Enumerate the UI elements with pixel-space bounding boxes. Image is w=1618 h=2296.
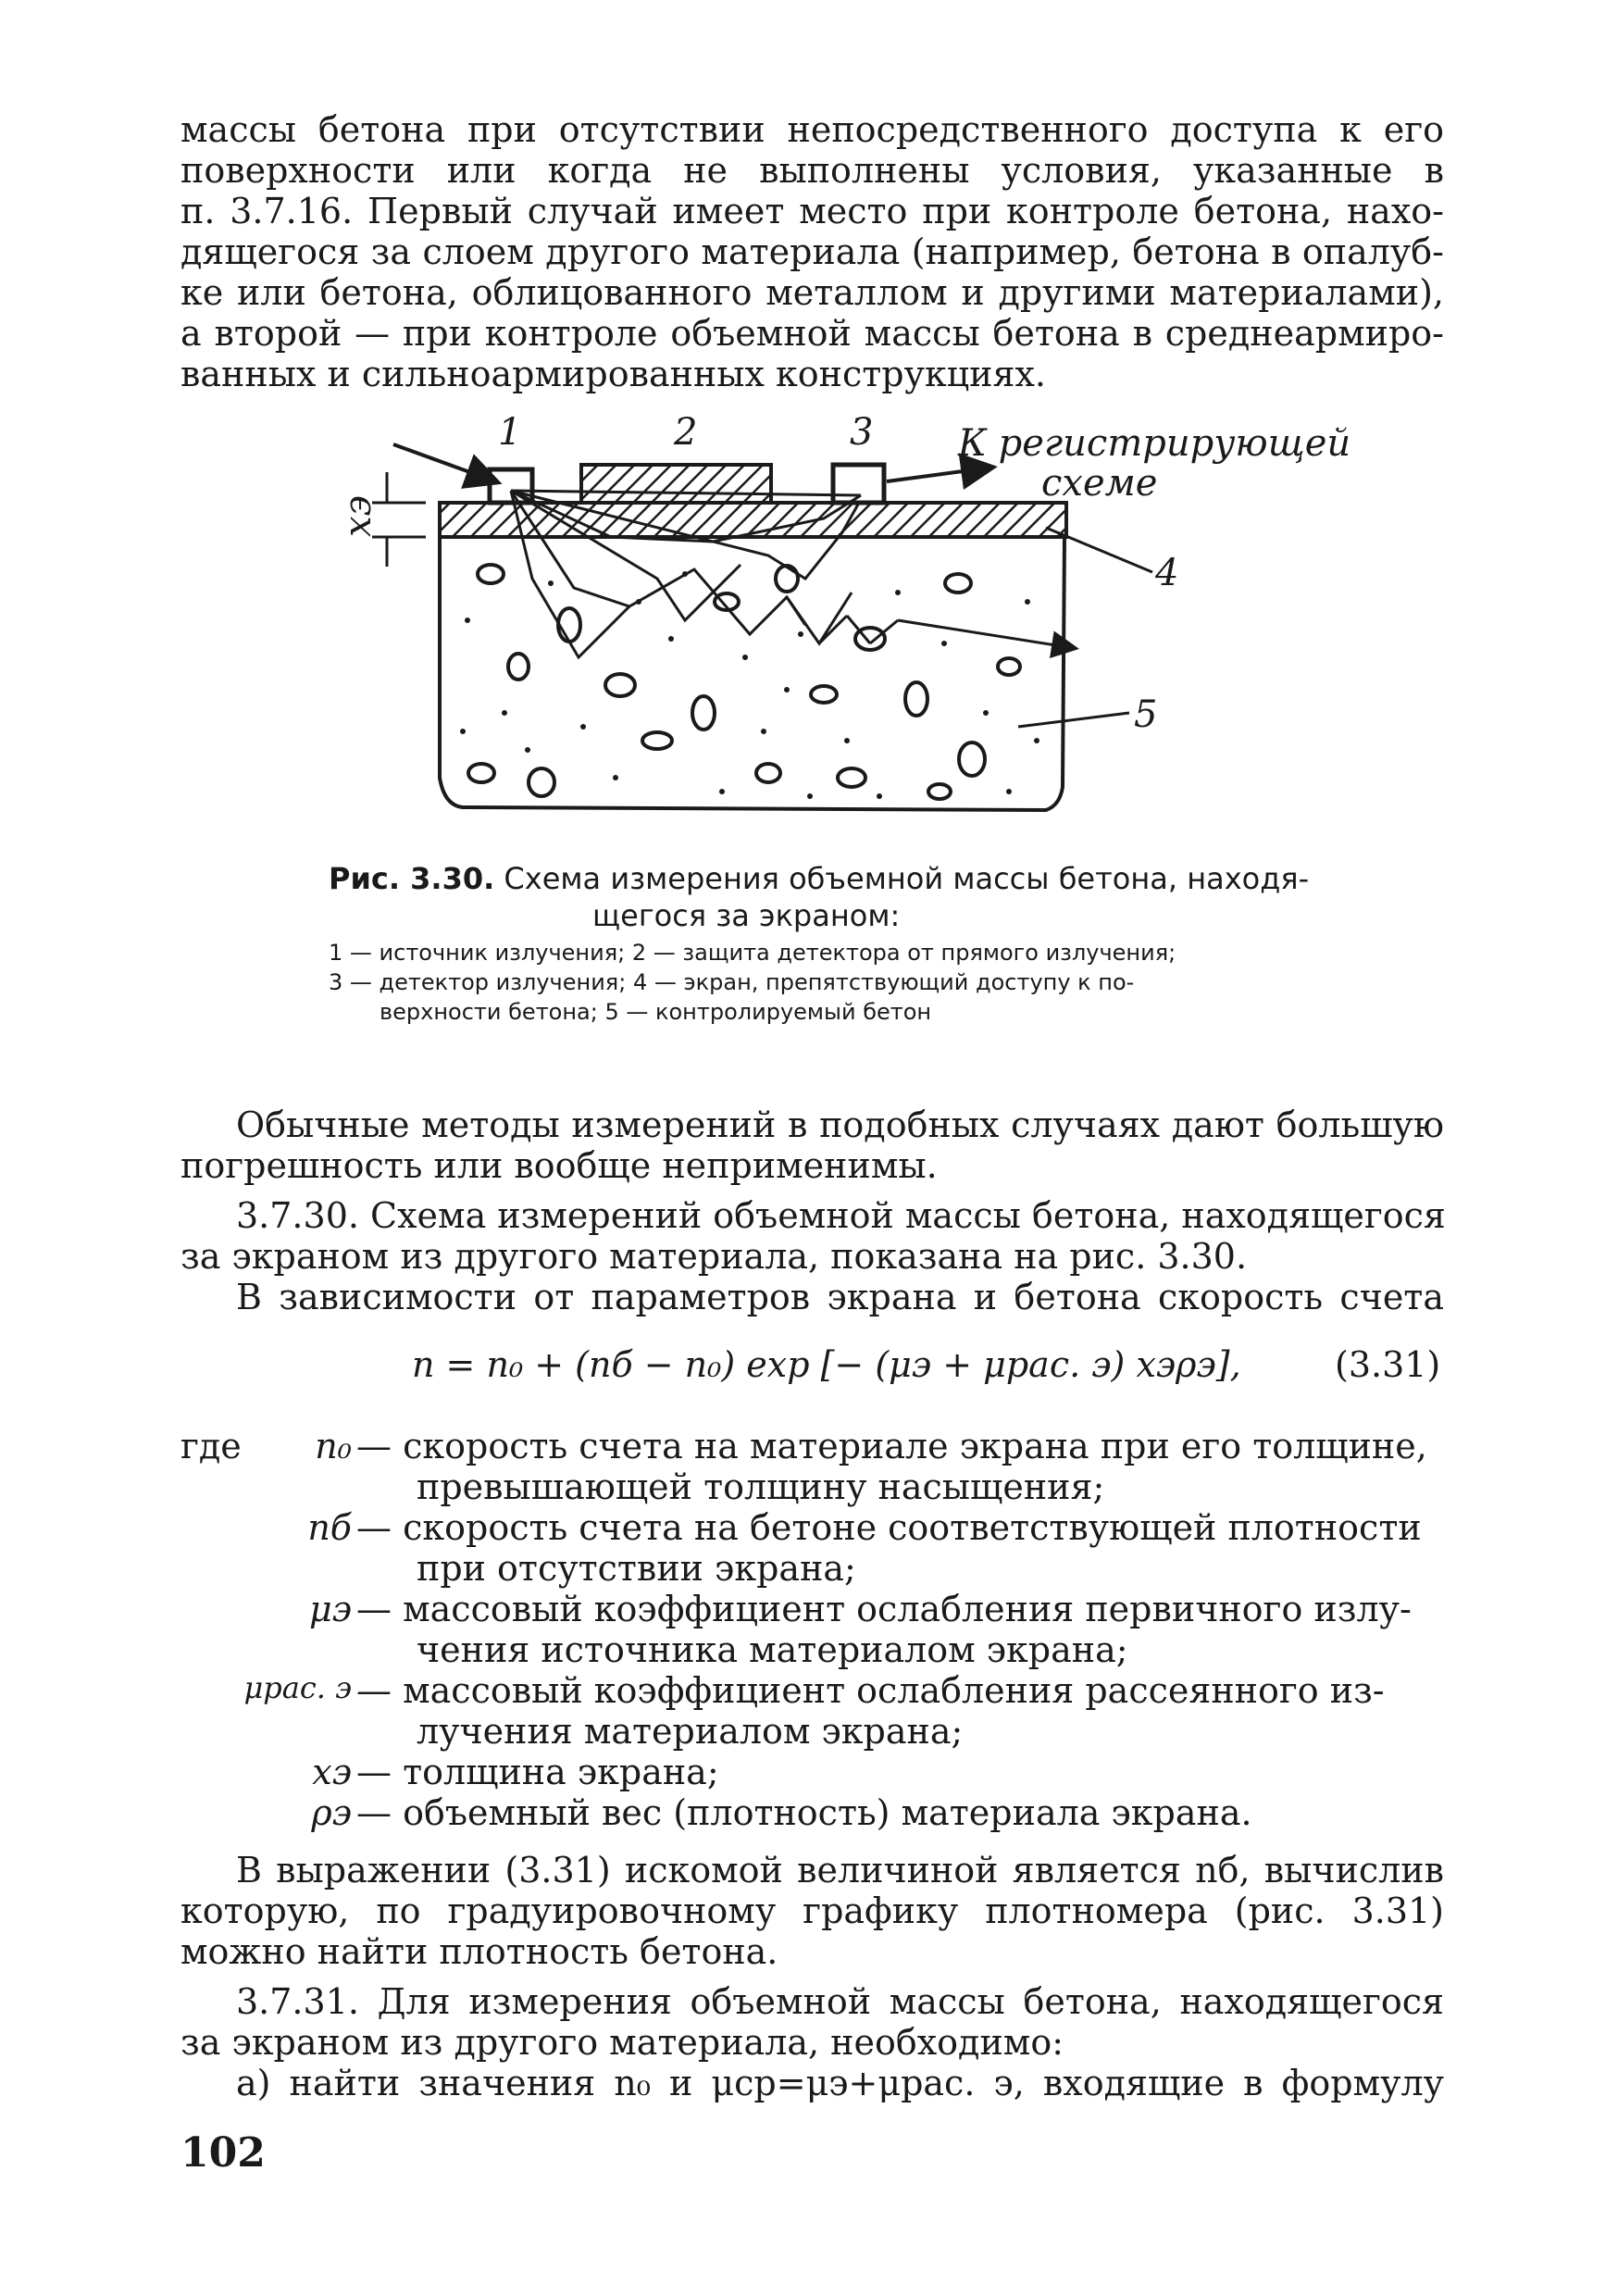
caption-legend-line: 3 — детектор излучения; 4 — экран, препятствующий доступу к по- xyxy=(329,969,1135,995)
definition-line: лучения материалом экрана; xyxy=(417,1711,964,1752)
output-arrow xyxy=(887,468,990,481)
symbol-rho-e: ρэ xyxy=(311,1792,352,1833)
text-line: за экраном из другого материала, необходимо: xyxy=(180,2022,1064,2063)
text-line: за экраном из другого материала, показана на рис. 3.30. xyxy=(180,1236,1248,1277)
formula-number: (3.31) xyxy=(1335,1344,1441,1385)
text-line: Обычные методы измерений в подобных случаях дают большую xyxy=(236,1104,1444,1145)
symbol-mu-e: μэ xyxy=(309,1589,352,1629)
symbol-nb: nб xyxy=(307,1507,352,1548)
figure-label-3: 3 xyxy=(850,411,874,454)
definition-line: — скорость счета на бетоне соответствующей плотности xyxy=(356,1507,1422,1548)
page-number: 102 xyxy=(180,2129,266,2177)
text-line: дящегося за слоем другого материала (например, бетона в опалуб- xyxy=(180,231,1444,272)
definition-line: — массовый коэффициент ослабления рассеянного из- xyxy=(356,1670,1385,1711)
definition-line: превышающей толщину насыщения; xyxy=(417,1466,1105,1507)
text-line: поверхности или когда не выполнены условия, указанные в xyxy=(180,150,1444,191)
caption-title-line: щегося за экраном: xyxy=(592,898,901,933)
symbol-x-e: xэ xyxy=(312,1752,352,1792)
text-line: п. 3.7.16. Первый случай имеет место при контроле бетона, нахо- xyxy=(180,191,1444,231)
text-line: можно найти плотность бетона. xyxy=(180,1931,778,1972)
text-line: погрешность или вообще неприменимы. xyxy=(180,1145,938,1186)
definition-line: — объемный вес (плотность) материала экрана. xyxy=(356,1792,1252,1833)
caption-legend-line: 1 — источник излучения; 2 — защита детектора от прямого излучения; xyxy=(329,940,1176,966)
arrow-text-line-2: схеме xyxy=(1041,462,1158,505)
text-line: 3.7.30. Схема измерений объемной массы бетона, находящегося xyxy=(236,1195,1446,1236)
text-line: а) найти значения n₀ и μср=μэ+μрас. э, входящие в формулу xyxy=(236,2063,1444,2103)
arrow-text-line-1: К регистрирующей xyxy=(958,422,1351,465)
caption-title-text: Схема измерения объемной массы бетона, находя- xyxy=(504,861,1310,896)
definition-line: — толщина экрана; xyxy=(356,1752,719,1792)
caption-figure-ref: Рис. 3.30. xyxy=(329,861,495,896)
thickness-label: xэ xyxy=(337,495,380,537)
text-line: ке или бетона, облицованного металлом и другими материалами), xyxy=(180,272,1444,313)
figure-label-1: 1 xyxy=(498,411,522,454)
figure-label-5: 5 xyxy=(1134,693,1158,736)
symbol-n0: n₀ xyxy=(315,1426,352,1466)
figure-diagram xyxy=(305,407,1370,852)
text-line: В зависимости от параметров экрана и бетона скорость счета xyxy=(236,1277,1444,1317)
where-word: где xyxy=(180,1426,242,1466)
definition-line: — массовый коэффициент ослабления первичного излу- xyxy=(356,1589,1412,1629)
thickness-marker xyxy=(372,472,426,567)
symbol-mu-ras: μрас. э xyxy=(243,1670,352,1705)
figure-label-2: 2 xyxy=(674,411,698,454)
text-line: 3.7.31. Для измерения объемной массы бетона, находящегося xyxy=(236,1981,1444,2022)
figure-label-4: 4 xyxy=(1155,552,1179,594)
text-line: а второй — при контроле объемной массы бетона в среднеармиро- xyxy=(180,313,1444,354)
incident-arrow xyxy=(393,444,495,481)
caption-legend-line: верхности бетона; 5 — контролируемый бетон xyxy=(380,999,932,1025)
definition-line: при отсутствии экрана; xyxy=(417,1548,856,1589)
text-line: массы бетона при отсутствии непосредственного доступа к его xyxy=(180,109,1444,150)
caption-title-line xyxy=(329,861,1309,896)
detector-shield xyxy=(581,465,771,503)
formula-3-31: n = n₀ + (nб − n₀) exp [− (μэ + μрас. э) xэρэ], xyxy=(412,1344,1241,1385)
text-line: которую, по градуировочному графику плотномера (рис. 3.31) xyxy=(180,1890,1444,1931)
definition-line: чения источника материалом экрана; xyxy=(417,1629,1128,1670)
text-line: В выражении (3.31) искомой величиной является nб, вычислив xyxy=(236,1850,1444,1890)
text-line: ванных и сильноармированных конструкциях. xyxy=(180,354,1046,394)
definition-line: — скорость счета на материале экрана при его толщине, xyxy=(356,1426,1427,1466)
